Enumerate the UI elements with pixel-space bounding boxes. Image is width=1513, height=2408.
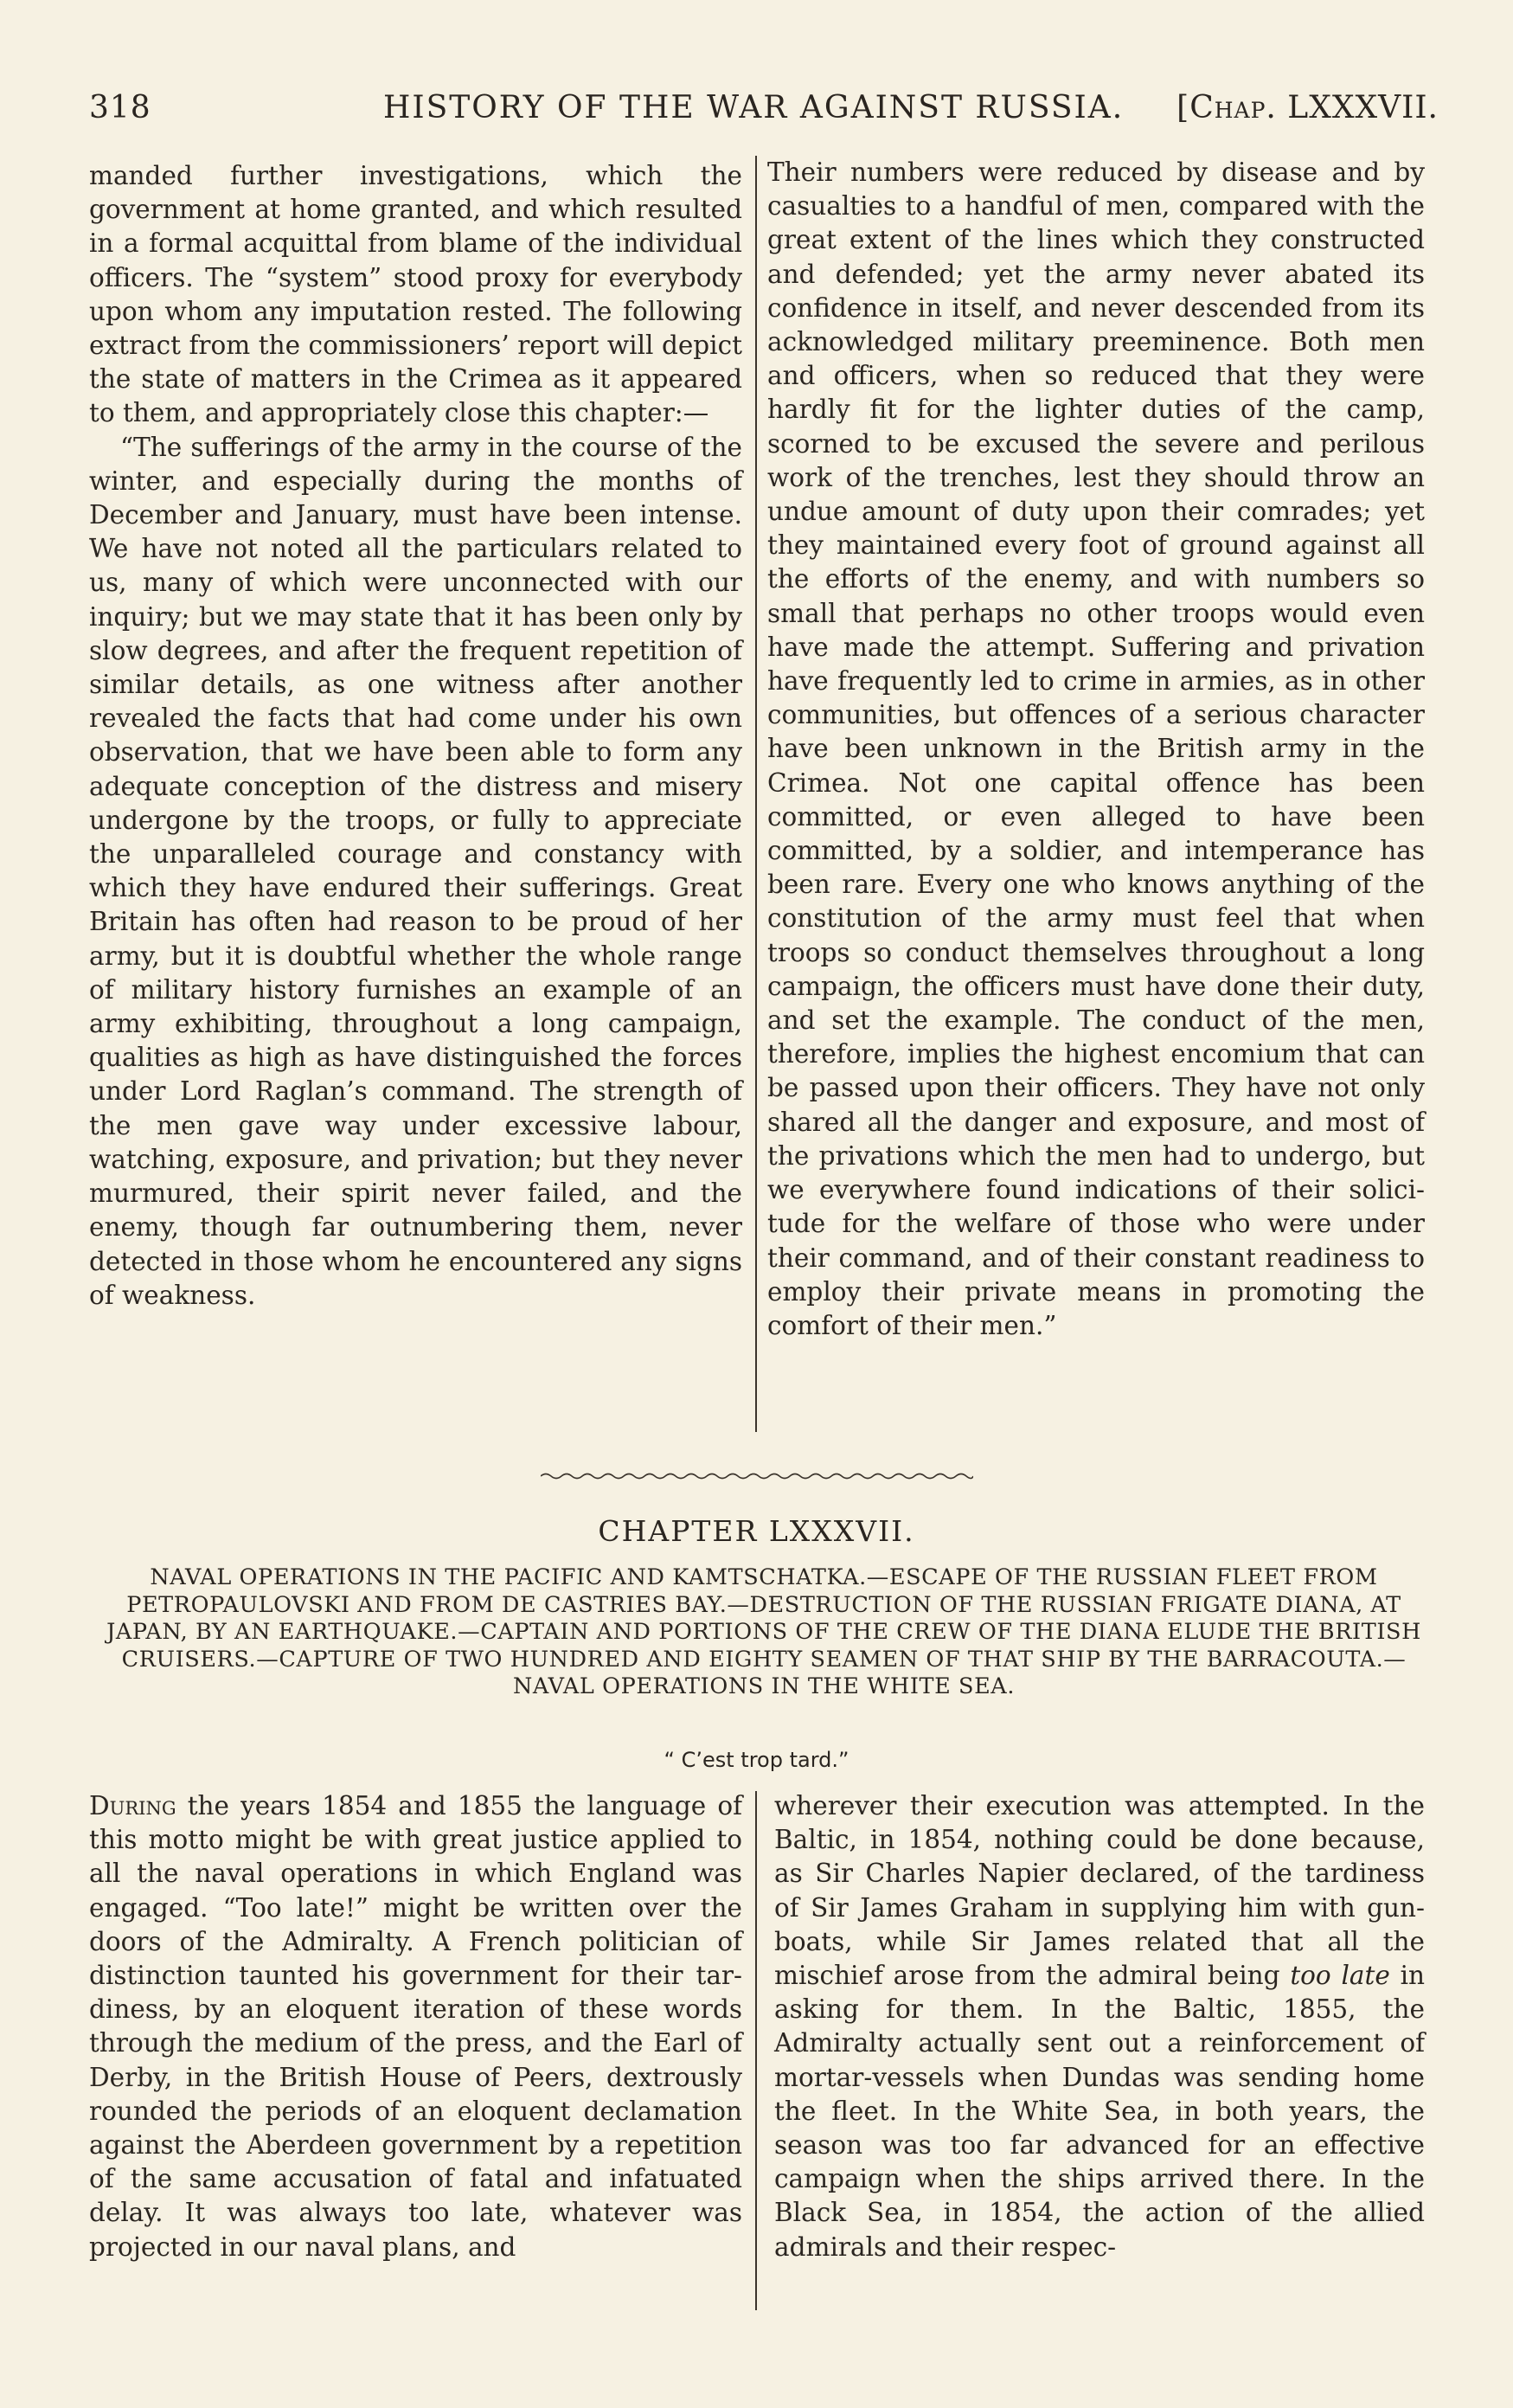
- chapter-title: CHAPTER LXXXVII.: [598, 1514, 915, 1548]
- bottom-right-column: [774, 1789, 1425, 2264]
- paragraph: Their numbers were reduced by disease and by casualties to a handful of men, compared with the great extent of the lines which they constructed and defended; yet the army never abated its confidence in itself, and never descended from its acknowledged military preeminence. Both men and officers, when so reduced that they were hardly fit for the lighter duties of the camp, scorned to be excused the severe and perilous work of the trenches, lest they should throw an undue amount of duty upon their comrades; yet they maintained every foot of ground against all the efforts of the enemy, and with numbers so small that perhaps no other troops would even have made the attempt. Suffering and privation have frequently led to crime in armies, as in other communities, but offences of a serious character have been unknown in the British army in the Crimea. Not one capital offence has been committed, or even alleged to have been committed, by a soldier, and intemperance has been rare. Every one who knows anything of the constitution of the army must feel that when troops so conduct themselves throughout a long campaign, the officers must have done their duty, and set the example. The conduct of the men, therefore, implies the highest encomium that can be passed upon their officers. They have not only shared all the danger and exposure, and most of the privations which the men had to undergo, but we everywhere found indications of their solicitude for the welfare of those who were under their command, and of their constant readiness to employ their private means in promoting the comfort of their men.”: [767, 157, 1425, 1340]
- bottom-left-column: [89, 1789, 742, 2264]
- top-left-column: [89, 159, 742, 1313]
- opening-text: the years 1854 and 1855 the language of this motto might be with great justice applied to all the naval operations in which England was engaged. “Too late!” might be written over the doors of the Admiralty. A French politician of distinction taunted his government for their tardiness, by an eloquent iteration of these words through the medium of the press, and the Earl of Derby, in the British House of Peers, dextrously rounded the periods of an eloquent declamation against the Aberdeen government by a repetition of the same accusation of fatal and infatuated delay. It was always too late, whatever was projected in our naval plans, and: [89, 1791, 742, 2262]
- top-right-column: [767, 156, 1425, 1343]
- running-title: HISTORY OF THE WAR AGAINST RUSSIA.: [383, 90, 1125, 125]
- column-divider: [755, 1791, 757, 2310]
- quoted-paragraph: “The sufferings of the army in the course of the winter, and especially during the months of December and January, must have been intense. We have not noted all the particulars related to us, many of which were unconnected with our inquiry; but we may state that it has been only by slow degrees, and after the frequent repetition of similar details, as one witness after another revealed the facts that had come under his own observation, that we have been able to form any adequate conception of the distress and misery undergone by the troops, or fully to appreciate the unparalleled courage and constancy with which they have endured their sufferings. Great Britain has often had reason to be proud of her army, but it is doubtful whether the whole range of military history furnishes an example of an army exhibiting, throughout a long campaign, qualities as high as have distinguished the forces under Lord Raglan’s command. The strength of the men gave way under excessive labour, watching, exposure, and privation; but they never murmured, their spirit never failed, and the enemy, though far outnumbering them, never detected in those whom he encountered any signs of weakness.: [89, 432, 742, 1310]
- chapter-reference: [Chap. LXXXVII.: [1176, 90, 1439, 125]
- chapter-motto: “ C’est trop tard.”: [664, 1748, 849, 1772]
- opening-word: During: [89, 1791, 176, 1820]
- wavy-ornament-rule: [541, 1471, 973, 1481]
- text-segment: in asking for them. In the Baltic, 1855, the Admiralty actually sent out a reinforcement of mortar-vessels when Dundas was sending home the fleet. In the White Sea, in both years, the season was too far advanced for an effective campaign when the ships arrived there. In the Black Sea, in 1854, the action of the allied admirals and their respec-: [774, 1961, 1426, 2262]
- paragraph: manded further investigations, which the government at home granted, and which resulted in a formal acquittal from blame of the individual officers. The “system” stood proxy for everybody upon whom any imputation rested. The following extract from the commissioners’ report will depict the state of matters in the Crimea as it appeared to them, and appropriately close this chapter:—: [89, 161, 742, 428]
- paragraph: [774, 1789, 1425, 2264]
- page-header: [89, 85, 1439, 130]
- opening-paragraph: [89, 1789, 742, 2264]
- text-segment: wherever their execution was attempted. In the Baltic, in 1854, nothing could be done because, as Sir Charles Napier declared, of the tardiness of Sir James Graham in supplying him with gun-boats, while Sir James related that all the mischief arose from the admiral being: [774, 1791, 1425, 1991]
- page-number: 318: [89, 90, 151, 125]
- chapter-synopsis: NAVAL OPERATIONS IN THE PACIFIC AND KAMTSCHATKA.—ESCAPE OF THE RUSSIAN FLEET FROM PETROPAULOVSKI AND FROM DE CASTRIES BAY.—DESTRUCTION OF THE RUSSIAN FRIGATE DIANA, AT JAPAN, BY AN EARTHQUAKE.—CAPTAIN AND PORTIONS OF THE CREW OF THE DIANA ELUDE THE BRITISH CRUISERS.—CAPTURE OF TWO HUNDRED AND EIGHTY SEAMEN OF THAT SHIP BY THE BARRACOUTA.—NAVAL OPERATIONS IN THE WHITE SEA.: [106, 1564, 1421, 1699]
- column-divider: [755, 156, 757, 1432]
- emphasis-text: too late: [1290, 1961, 1390, 1991]
